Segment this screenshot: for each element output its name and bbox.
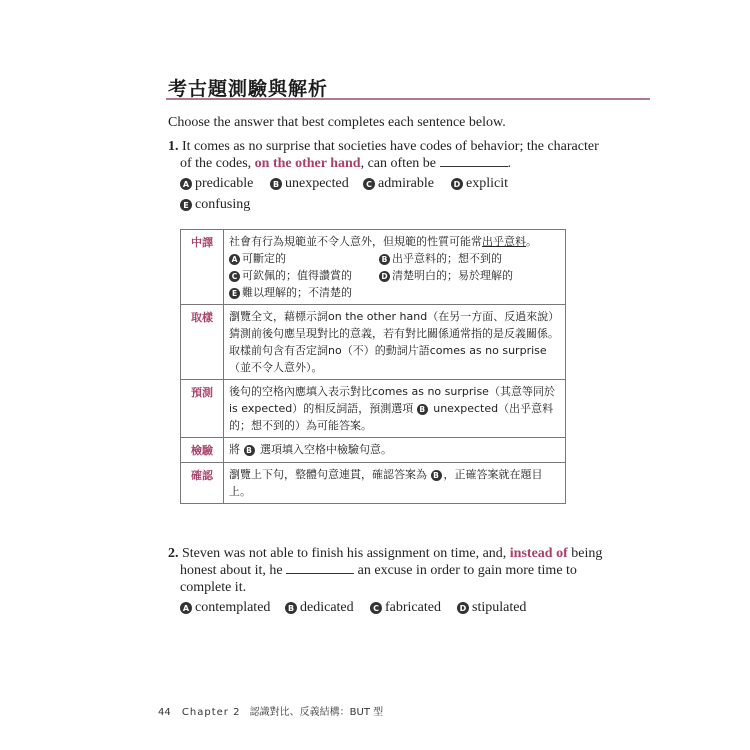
page-number: 44 [158,707,171,718]
verify-text-a: 將 [229,443,244,456]
question-2-text-d: an excuse in order to gain more time to [354,563,577,578]
instruction-text: Choose the answer that best completes each sentence below. [168,115,506,130]
option-letter-d-icon: D [379,271,390,282]
q2-option-d[interactable] [457,600,526,616]
row-content-confirm [224,463,566,504]
translate-option-d [379,267,560,284]
translate-option-b-text: 出乎意料的；想不到的 [392,252,502,265]
predict-text-a: 後句的空格內應填入表示對比comes as no surprise（其意等同於is expected）的相反詞語，預測選項 [229,385,555,415]
option-letter-d-icon: D [451,178,463,190]
q1-option-a[interactable] [180,176,253,192]
row-label-translate: 中譯 [181,230,224,305]
question-1-blank [440,155,508,167]
row-content-sample: 瀏覽全文，藉標示詞on the other hand（在另一方面、反過來說）猜測前後句應呈現對比的意義，若有對比關係通常指的是反義關係。取樣前句含有否定詞no（不）的動詞片語comes as no surprise（並不令人意外）。 [224,305,566,380]
q2-option-b[interactable] [285,600,354,616]
question-2-text-c: honest about it, he [180,563,287,578]
chapter-label: Chapter 2 [181,707,241,718]
q1-option-d[interactable] [451,176,508,192]
row-label-predict: 預測 [181,380,224,438]
question-1-line-2 [180,155,511,172]
explanation-row-verify [181,438,566,463]
translate-option-c [229,267,379,284]
q1-option-b[interactable] [270,176,349,192]
question-2-text-e: complete it. [180,580,247,595]
translate-option-e-text: 難以理解的；不清楚的 [242,286,352,299]
option-letter-c-icon: C [363,178,375,190]
question-1-highlight: on the other hand [254,156,361,171]
q2-option-a[interactable] [180,600,270,616]
option-letter-c-icon: C [229,271,240,282]
option-letter-b-icon: B [431,470,442,481]
option-letter-b-icon: B [285,602,297,614]
option-letter-e-icon: E [180,199,192,211]
explanation-row-sample [181,305,566,380]
explanation-table [180,229,566,504]
translate-sentence-underlined: 出乎意料 [482,235,526,248]
option-letter-b-icon: B [270,178,282,190]
translate-option-e [229,284,379,301]
question-1-line-1 [168,138,599,155]
translate-option-a-text: 可斷定的 [242,252,286,265]
option-letter-d-icon: D [457,602,469,614]
confirm-text-a: 瀏覽上下句，整體句意連貫，確認答案為 [229,468,431,481]
question-2-highlight: instead of [509,546,568,561]
question-1-text-a: It comes as no surprise that societies have codes of behavior; the character [182,139,599,154]
q1-option-e-text: confusing [195,197,251,212]
translate-option-d-text: 清楚明白的；易於理解的 [392,269,513,282]
chapter-title: 認識對比、反義結構：BUT 型 [249,707,384,718]
option-letter-a-icon: A [180,602,192,614]
q1-option-c-text: admirable [378,176,434,191]
explanation-row-confirm [181,463,566,504]
question-2-text-b: being [567,546,603,561]
translate-sentence [229,233,560,250]
row-content-predict [224,380,566,438]
translate-options [229,250,560,301]
question-1-text-b: of the codes, [180,156,255,171]
page-footer [158,703,383,718]
q1-option-a-text: predicable [195,176,254,191]
question-2-blank [286,562,354,574]
q2-option-d-text: stipulated [472,600,527,615]
q1-option-c[interactable] [363,176,434,192]
question-2-line-2 [180,562,577,579]
q1-option-b-text: unexpected [285,176,349,191]
translate-sentence-a: 社會有行為規範並不令人意外，但規範的性質可能常 [229,235,482,248]
section-title: 考古題測驗與解析 [168,78,329,100]
translate-option-c-text: 可欽佩的；值得讚賞的 [242,269,352,282]
q2-option-c-text: fabricated [385,600,441,615]
translate-sentence-b: 。 [526,235,537,248]
q2-option-c[interactable] [370,600,441,616]
translate-option-b [379,250,560,267]
option-letter-b-icon: B [379,254,390,265]
question-2-text-a: Steven was not able to finish his assignment on time, and, [182,546,510,561]
question-1-text-d: . [507,156,512,171]
option-letter-c-icon: C [370,602,382,614]
question-2-number: 2. [168,546,179,561]
translate-option-a [229,250,379,267]
row-content-verify [224,438,566,463]
q2-option-b-text: dedicated [300,600,354,615]
explanation-row-translate [181,230,566,305]
question-1-text-c: , can often be [360,156,440,171]
option-letter-a-icon: A [229,254,240,265]
row-label-confirm: 確認 [181,463,224,504]
title-divider [166,98,650,100]
question-2-line-3 [180,579,246,596]
predict-text-b: unexpected（出乎意料的；想不到的）為可能答案。 [229,402,554,432]
option-letter-b-icon: B [417,404,428,415]
row-content-translate [224,230,566,305]
confirm-text-b: ，正確答案就在題目上。 [229,468,543,498]
row-label-verify: 檢驗 [181,438,224,463]
q2-option-a-text: contemplated [195,600,271,615]
row-label-sample: 取樣 [181,305,224,380]
verify-text-b: 選項填入空格中檢驗句意。 [256,443,392,456]
option-letter-a-icon: A [180,178,192,190]
q1-option-d-text: explicit [466,176,508,191]
question-1-number: 1. [168,139,179,154]
option-letter-b-icon: B [244,445,255,456]
q1-option-e[interactable] [180,197,250,213]
question-2-line-1 [168,545,602,562]
option-letter-e-icon: E [229,288,240,299]
explanation-row-predict [181,380,566,438]
